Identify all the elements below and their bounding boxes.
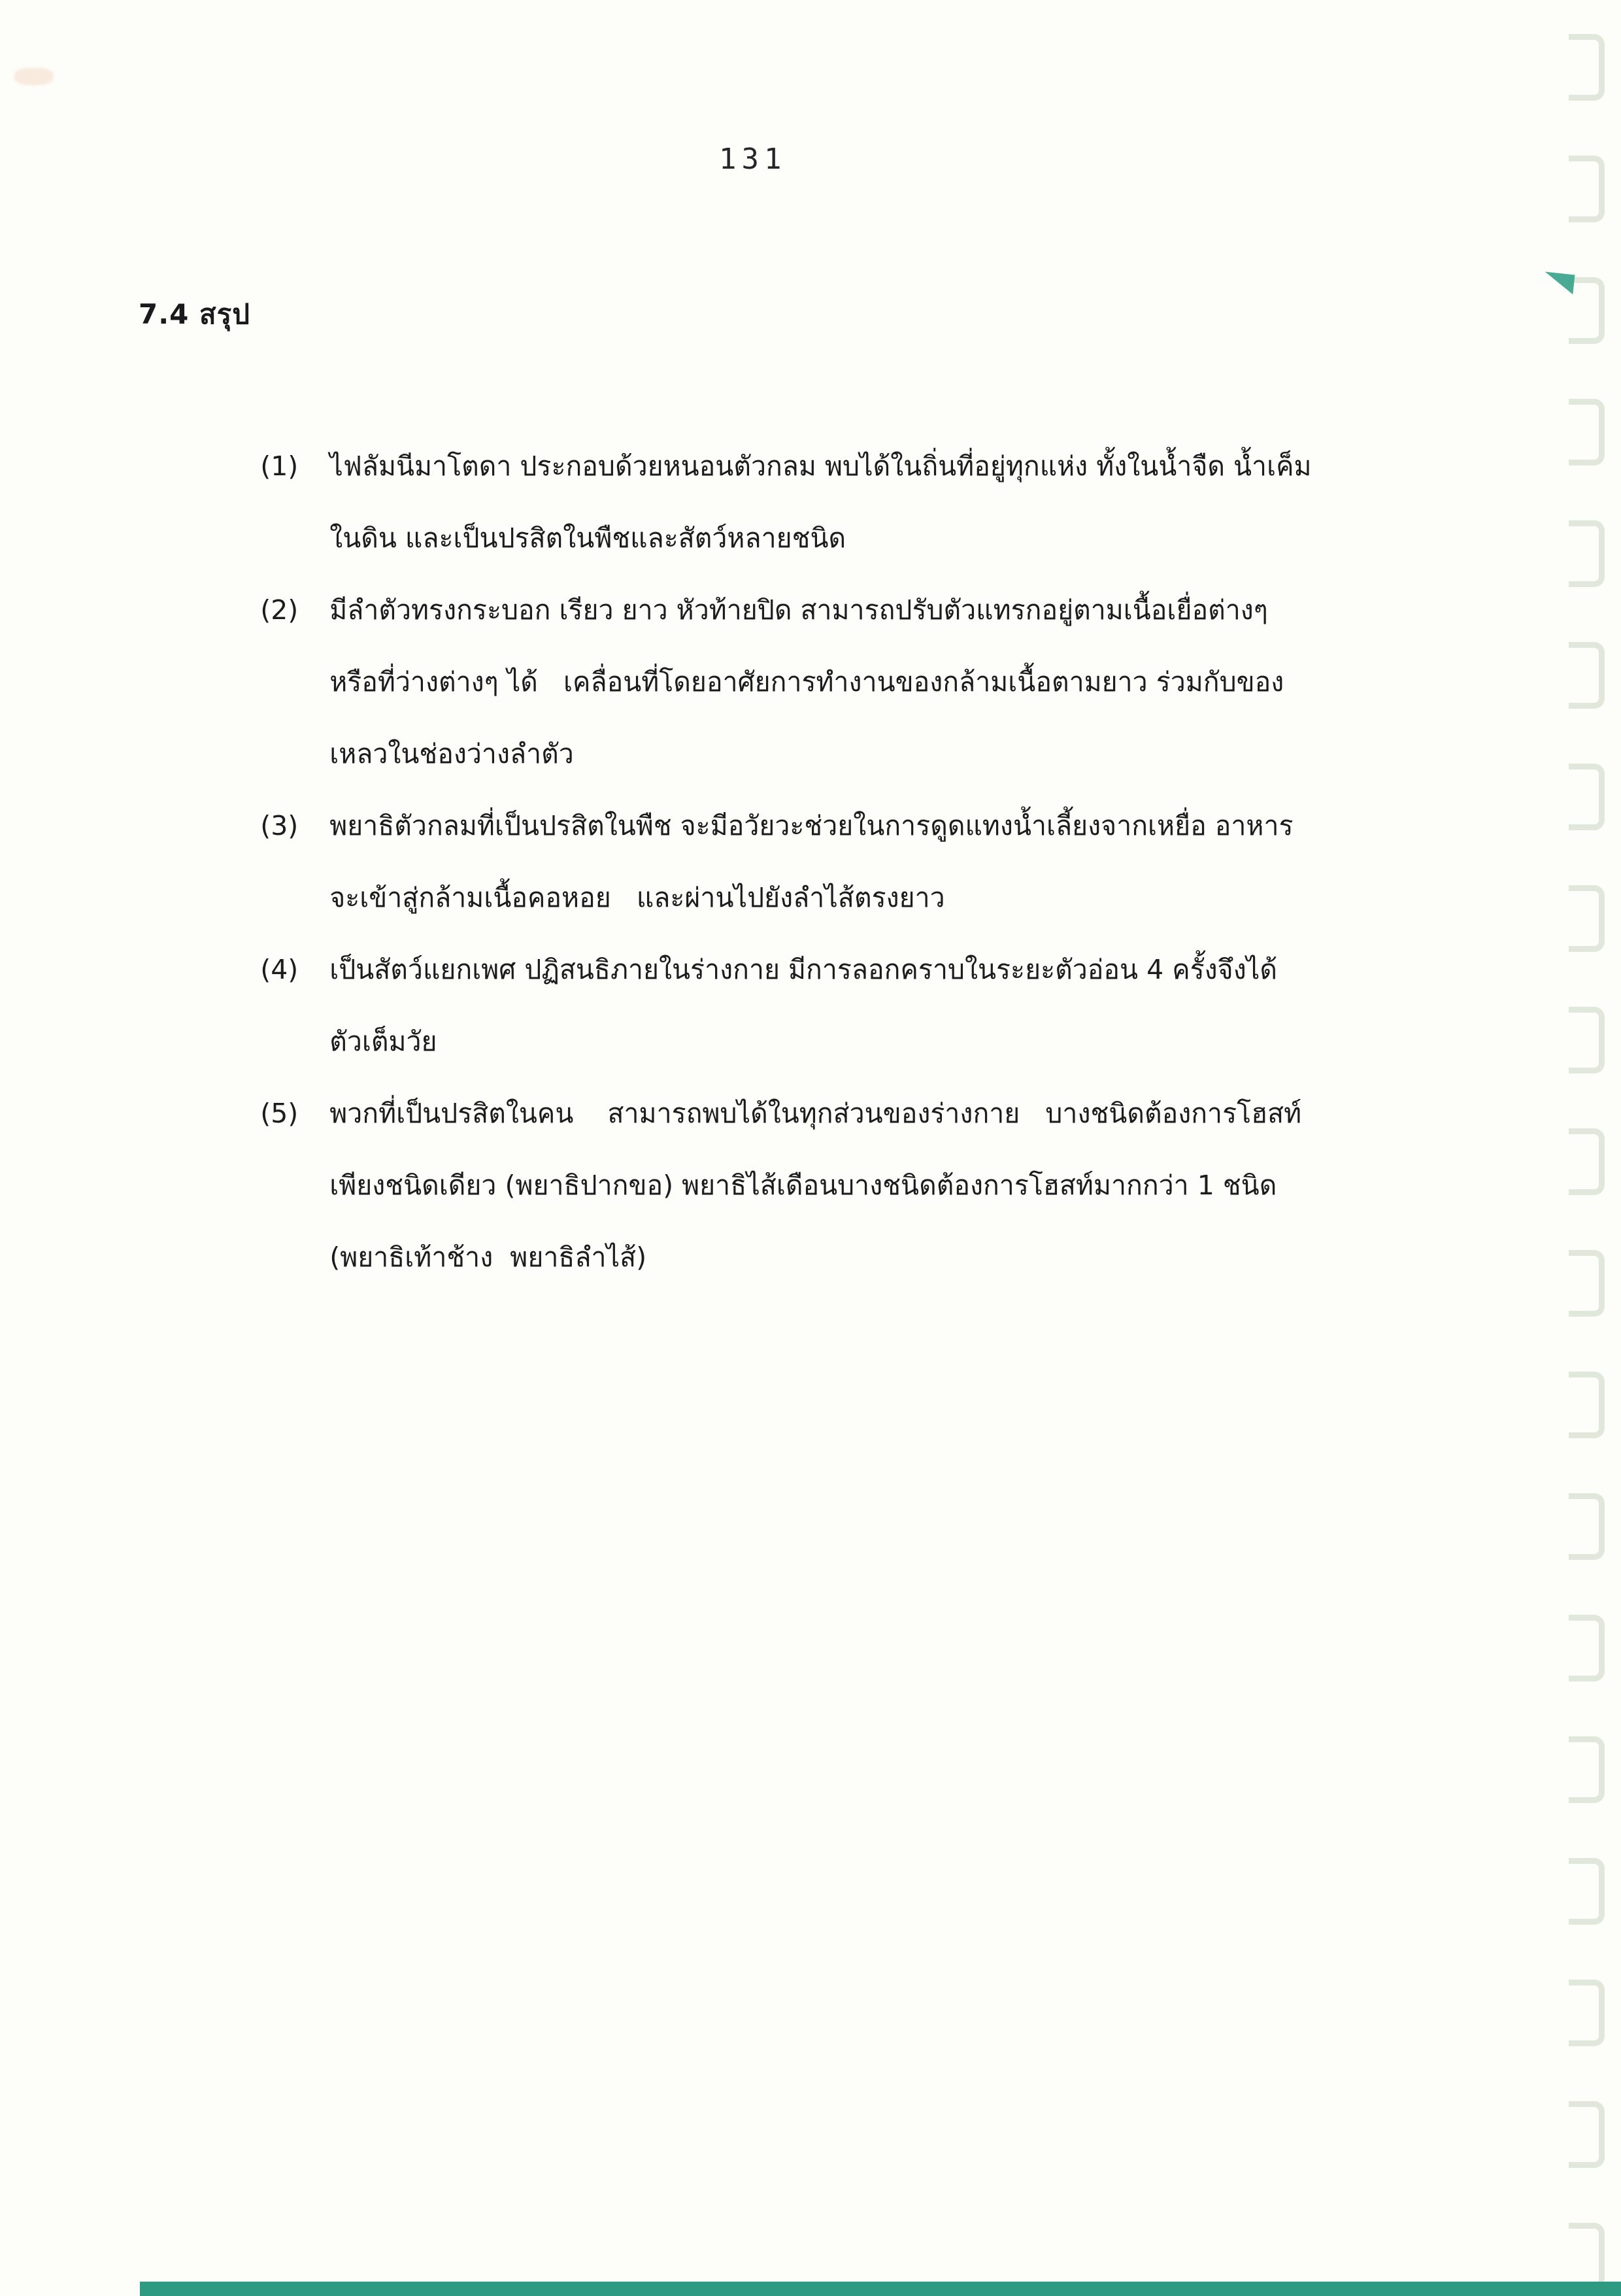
item-number: (3) [260,810,299,841]
bottom-accent-bar [140,2282,1621,2296]
binder-hole [1569,34,1605,101]
binder-hole [1569,1980,1605,2046]
item-line: พยาธิตัวกลมที่เป็นปรสิตในพืช จะมีอวัยวะช่วยในการดูดแทงน้ำเลี้ยงจากเหยื่อ อาหาร [329,810,1294,841]
item-number: (1) [260,450,299,482]
binder-hole [1569,642,1605,709]
summary-list [209,358,1360,1273]
binder-hole [1569,764,1605,830]
item-line: ตัวเต็มวัย [329,1026,437,1057]
item-line: เป็นสัตว์แยกเพศ ปฏิสนธิภายในร่างกาย มีการลอกคราบในระยะตัวอ่อน 4 ครั้งจึงได้ [329,954,1277,985]
item-line: เหลวในช่องว่างลำตัว [329,738,574,769]
item-line: มีลำตัวทรงกระบอก เรียว ยาว หัวท้ายปิด สามารถปรับตัวแทรกอยู่ตามเนื้อเยื่อต่างๆ [329,594,1268,626]
scan-smudge [14,68,54,85]
item-line: จะเข้าสู่กล้ามเนื้อคอหอย และผ่านไปยังลำไส้ตรงยาว [329,882,945,913]
list-item [209,358,1360,482]
binder-hole [1569,277,1605,344]
binder-hole [1569,1615,1605,1681]
binder-hole [1569,1858,1605,1925]
item-number: (2) [260,594,299,626]
binder-hole [1569,1493,1605,1560]
item-line: (พยาธิเท้าช้าง พยาธิลำไส้) [329,1241,647,1273]
binder-hole [1569,1128,1605,1195]
binder-hole [1569,2223,1605,2289]
scanner-arrow-mark [1543,272,1575,295]
section-heading: 7.4 สรุป [139,298,250,330]
binder-hole [1569,1736,1605,1803]
item-line: หรือที่ว่างต่างๆ ได้ เคลื่อนที่โดยอาศัยการทำงานของกล้ามเนื้อตามยาว ร่วมกับของ [329,666,1284,698]
item-line: ไฟลัมนีมาโตดา ประกอบด้วยหนอนตัวกลม พบได้ในถิ่นที่อยู่ทุกแห่ง ทั้งในน้ำจืด น้ำเค็ม [329,450,1312,482]
item-line: พวกที่เป็นปรสิตในคน สามารถพบได้ในทุกส่วนของร่างกาย บางชนิดต้องการโฮสท์ [329,1098,1302,1129]
item-line: ในดิน และเป็นปรสิตในพืชและสัตว์หลายชนิด [329,522,846,554]
binder-hole [1569,885,1605,952]
item-number: (4) [260,954,299,985]
binder-hole [1569,1372,1605,1438]
item-number: (5) [260,1098,299,1129]
item-line: เพียงชนิดเดียว (พยาธิปากขอ) พยาธิไส้เดือนบางชนิดต้องการโฮสท์มากกว่า 1 ชนิด [329,1170,1277,1201]
binder-hole [1569,156,1605,222]
binder-hole [1569,1250,1605,1317]
binder-hole [1569,2101,1605,2168]
binder-hole [1569,520,1605,587]
binder-hole [1569,399,1605,465]
binder-hole [1569,1007,1605,1073]
page-number: 131 [719,143,787,176]
